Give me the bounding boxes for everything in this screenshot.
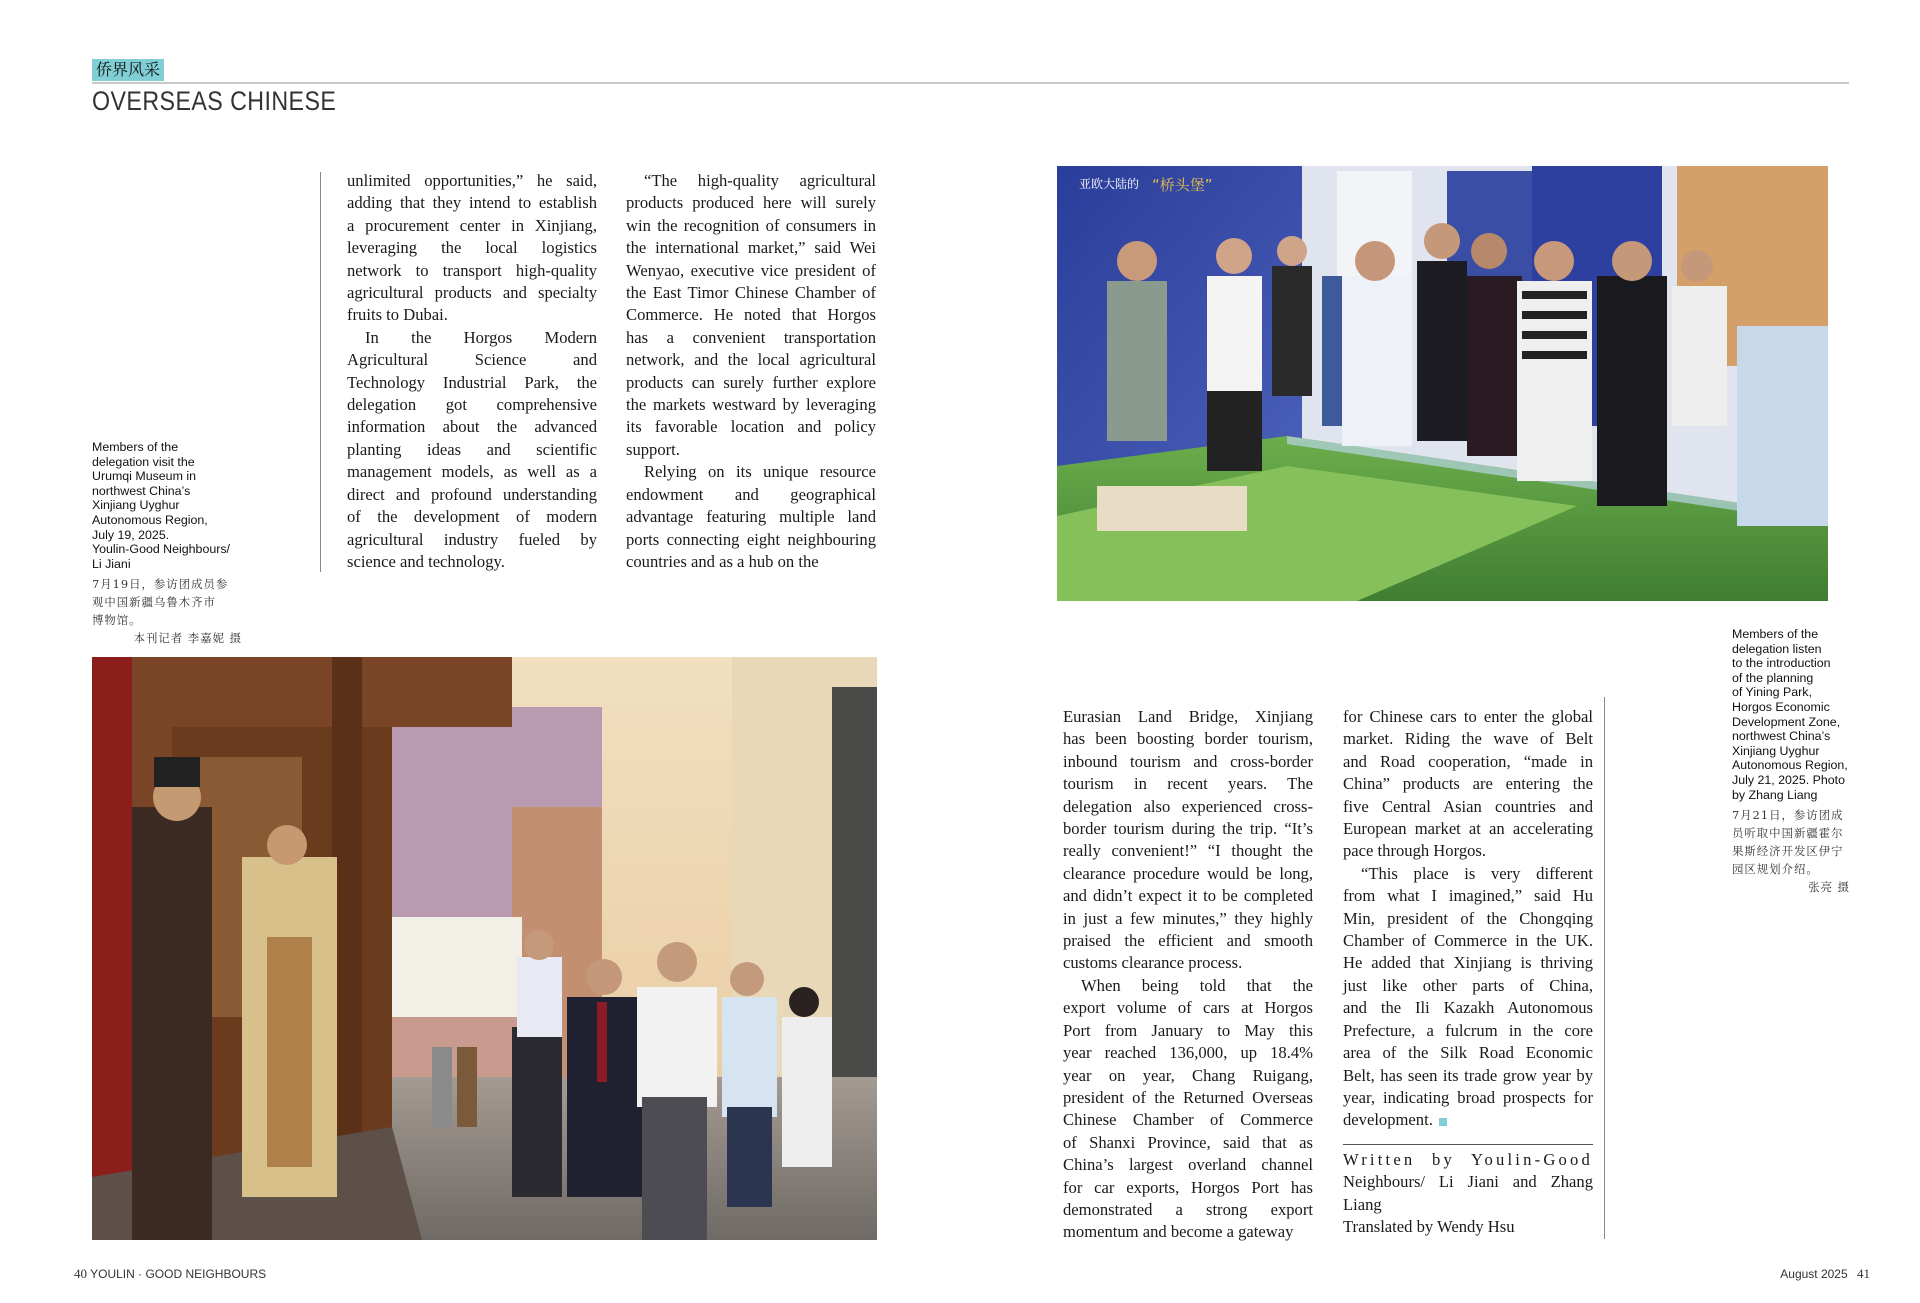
text-line: its favorable location and policy — [626, 417, 876, 437]
text-line: year, indicating broad prospects for — [1343, 1087, 1593, 1107]
issue-date: August 2025 — [1780, 1267, 1848, 1281]
text-line: of the development of modern — [347, 507, 597, 527]
column-divider — [320, 172, 321, 572]
text-line: direct and profound understanding — [347, 484, 597, 504]
text-line: tourism in recent years. The — [1063, 774, 1313, 794]
text-line: president of the Returned Overseas — [1063, 1087, 1313, 1107]
text-line: of Shanxi Province, said that as — [1063, 1132, 1313, 1152]
text-line: the East Timor Chinese Chamber of — [626, 283, 876, 303]
caption-credit: 本刊记者 李嘉妮 摄 — [133, 631, 242, 646]
header-rule — [92, 82, 1849, 84]
caption-line: Horgos Economic — [1732, 699, 1830, 714]
text-line: products produced here will surely — [626, 193, 876, 213]
right-photo-caption — [1732, 627, 1850, 896]
article-column-4 — [1343, 706, 1593, 1238]
caption-line: Autonomous Region, — [1732, 758, 1848, 773]
text-line: momentum and become a gateway — [1063, 1222, 1294, 1242]
article-column-2 — [626, 170, 876, 573]
text-line: for Chinese cars to enter the global — [1343, 707, 1593, 726]
byline-line: Written by Youlin-Good — [1343, 1149, 1593, 1169]
text-line: “This place is very different — [1361, 863, 1593, 883]
text-line: ports connecting eight neighbouring — [626, 529, 876, 549]
caption-line: Xinjiang Uyghur — [92, 498, 180, 513]
text-line: demonstrated a strong export — [1063, 1199, 1313, 1219]
text-line: border tourism during the trip. “It’s — [1063, 819, 1313, 839]
byline-line: Translated by Wendy Hsu — [1343, 1216, 1515, 1236]
text-line: a procurement center in Xinjiang, — [347, 215, 597, 235]
text-line: Relying on its unique resource — [644, 462, 876, 482]
text-line: planting ideas and scientific — [347, 439, 597, 459]
text-line: Prefecture, a fulcrum in the core — [1343, 1020, 1593, 1040]
caption-chinese — [92, 575, 242, 629]
right-folio — [1780, 1266, 1870, 1282]
text-line: When being told that the — [1081, 975, 1313, 995]
caption-line: of the planning — [1732, 670, 1814, 685]
text-line: for car exports, Horgos Port has — [1063, 1177, 1313, 1197]
article-column-1 — [347, 170, 597, 573]
caption-line: to the introduction — [1732, 656, 1831, 671]
text-line: from what I imagined,” said Hu — [1343, 886, 1593, 906]
svg-text:亚欧大陆的: 亚欧大陆的 — [1079, 177, 1140, 191]
text-line: Min, president of the Chongqing — [1343, 908, 1593, 928]
magazine-name: YOULIN · GOOD NEIGHBOURS — [90, 1267, 267, 1281]
text-line: pace through Horgos. — [1343, 841, 1487, 861]
text-line: year reached 136,000, up 18.4% — [1063, 1043, 1313, 1063]
text-line: support. — [626, 439, 680, 459]
caption-line: Youlin-Good Neighbours/ — [92, 542, 230, 557]
text-line: area of the Silk Road Economic — [1343, 1043, 1593, 1063]
article-column-3 — [1063, 706, 1313, 1244]
text-line: year on year, Chang Ruigang, — [1063, 1065, 1313, 1085]
text-line: endowment and geographical — [626, 484, 876, 504]
section-tag: 侨界风采 — [92, 59, 164, 81]
caption-line: Development Zone, — [1732, 714, 1841, 729]
text-line: has a convenient transportation — [626, 327, 876, 347]
caption-line: 果斯经济开发区伊宁 — [1732, 844, 1844, 859]
text-line: inbound tourism and cross-border — [1063, 751, 1313, 771]
caption-line: July 21, 2025. Photo — [1732, 772, 1845, 787]
caption-credit: 张亮 摄 — [1808, 880, 1850, 895]
text-line: Technology Industrial Park, the — [347, 372, 597, 392]
text-line: has been boosting border tourism, — [1063, 729, 1313, 749]
text-line: just like other parts of China, — [1343, 975, 1593, 995]
text-line: Port from January to May this — [1063, 1020, 1313, 1040]
caption-line: delegation listen — [1732, 641, 1822, 656]
text-line: network to transport high-quality — [347, 260, 597, 280]
left-photo-caption — [92, 440, 242, 647]
caption-line: 观中国新疆乌鲁木齐市 — [92, 595, 216, 610]
text-line: European market at an accelerating — [1343, 819, 1593, 839]
text-line: market. Riding the wave of Belt — [1343, 729, 1593, 749]
page-number-right: 41 — [1857, 1266, 1870, 1281]
text-line: five Central Asian countries and — [1343, 796, 1593, 816]
left-folio — [74, 1266, 266, 1282]
text-line: Chinese Chamber of Commerce — [1063, 1110, 1313, 1130]
caption-line: by Zhang Liang — [1732, 787, 1818, 802]
caption-line: 7月19日，参访团成员参 — [92, 577, 229, 592]
text-line: in just a few minutes,” they highly — [1063, 908, 1313, 928]
caption-line: Autonomous Region, — [92, 512, 208, 527]
caption-english — [92, 440, 242, 571]
text-line: leveraging the local logistics — [347, 238, 597, 258]
text-line: the markets westward by leveraging — [626, 395, 876, 415]
text-line: the international market,” said Wei — [626, 238, 876, 258]
text-line: delegation got comprehensive — [347, 395, 597, 415]
text-line: Wenyao, executive vice president of — [626, 260, 876, 280]
text-line: praised the efficient and smooth — [1063, 931, 1313, 951]
text-line: adding that they intend to establish — [347, 193, 597, 213]
byline-divider — [1343, 1144, 1593, 1145]
column-divider-right — [1604, 697, 1605, 1239]
text-line: Agricultural Science and — [347, 350, 597, 370]
text-line: science and technology. — [347, 551, 505, 571]
text-line: Belt, has seen its trade grow year by — [1343, 1065, 1593, 1085]
caption-line: northwest China’s — [92, 483, 191, 498]
section-title: OVERSEAS CHINESE — [92, 86, 337, 116]
caption-line: delegation visit the — [92, 454, 195, 469]
text-line: agricultural products and specialty — [347, 283, 597, 303]
caption-line: 员听取中国新疆霍尔 — [1732, 826, 1844, 841]
text-line: countries and as a hub on the — [626, 551, 819, 571]
caption-line: Xinjiang Uyghur — [1732, 743, 1820, 758]
text-line: clearance procedure would be long, — [1063, 863, 1313, 883]
text-line: In the Horgos Modern — [365, 327, 597, 347]
caption-line: northwest China’s — [1732, 729, 1831, 744]
caption-line: 7月21日，参访团成 — [1732, 808, 1844, 823]
text-line: win the recognition of consumers in — [626, 215, 876, 235]
end-mark-icon — [1439, 1118, 1447, 1126]
caption-line: 园区规划介绍。 — [1732, 862, 1819, 877]
text-line: Eurasian Land Bridge, Xinjiang — [1063, 707, 1313, 726]
planning-exhibition-photo — [1057, 166, 1828, 601]
caption-line: Urumqi Museum in — [92, 469, 196, 484]
text-line: “The high-quality agricultural — [644, 171, 876, 190]
text-line: development. — [1343, 1109, 1593, 1131]
caption-chinese — [1732, 806, 1850, 878]
text-line: and Road cooperation, “made in — [1343, 751, 1593, 771]
byline-line: Liang — [1343, 1194, 1382, 1214]
caption-line: Members of the — [92, 440, 179, 454]
museum-photo-illustration — [92, 657, 877, 1240]
text-line: delegation also experienced cross- — [1063, 796, 1313, 816]
byline — [1343, 1149, 1593, 1239]
text-line: customs clearance process. — [1063, 953, 1243, 973]
text-line: fruits to Dubai. — [347, 305, 448, 325]
text-line: information about the advanced — [347, 417, 597, 437]
text-line: China” products are entering the — [1343, 774, 1593, 794]
museum-visit-photo — [92, 657, 877, 1240]
page-number-left: 40 — [74, 1266, 87, 1281]
text-line: export volume of cars at Horgos — [1063, 998, 1313, 1018]
caption-line: July 19, 2025. — [92, 527, 170, 542]
text-line: advantage featuring multiple land — [626, 507, 876, 527]
text-line: agricultural industry fueled by — [347, 529, 597, 549]
svg-text:“桥头堡”: “桥头堡” — [1152, 176, 1213, 194]
text-line: and didn’t expect it to be completed — [1063, 886, 1313, 906]
caption-line: Members of the — [1732, 627, 1819, 641]
caption-line: 博物馆。 — [92, 613, 142, 628]
text-line: Commerce. He noted that Horgos — [626, 305, 876, 325]
text-line: products can surely further explore — [626, 372, 876, 392]
text-line: China’s largest overland channel — [1063, 1155, 1313, 1175]
text-line: unlimited opportunities,” he said, — [347, 171, 597, 190]
byline-line: Neighbours/ Li Jiani and Zhang — [1343, 1172, 1593, 1192]
text-line: He added that Xinjiang is thriving — [1343, 953, 1593, 973]
caption-line: Li Jiani — [92, 556, 131, 571]
caption-english — [1732, 627, 1850, 802]
text-line: management models, as well as a — [347, 462, 597, 482]
text-line: and the Ili Kazakh Autonomous — [1343, 998, 1593, 1018]
caption-line: of Yining Park, — [1732, 685, 1812, 700]
text-line: Chamber of Commerce in the UK. — [1343, 931, 1593, 951]
exhibition-photo-illustration — [1057, 166, 1828, 601]
text-line: network, and the local agricultural — [626, 350, 876, 370]
column-4-body — [1343, 706, 1593, 1132]
text-line: really convenient!” “I thought the — [1063, 841, 1313, 861]
